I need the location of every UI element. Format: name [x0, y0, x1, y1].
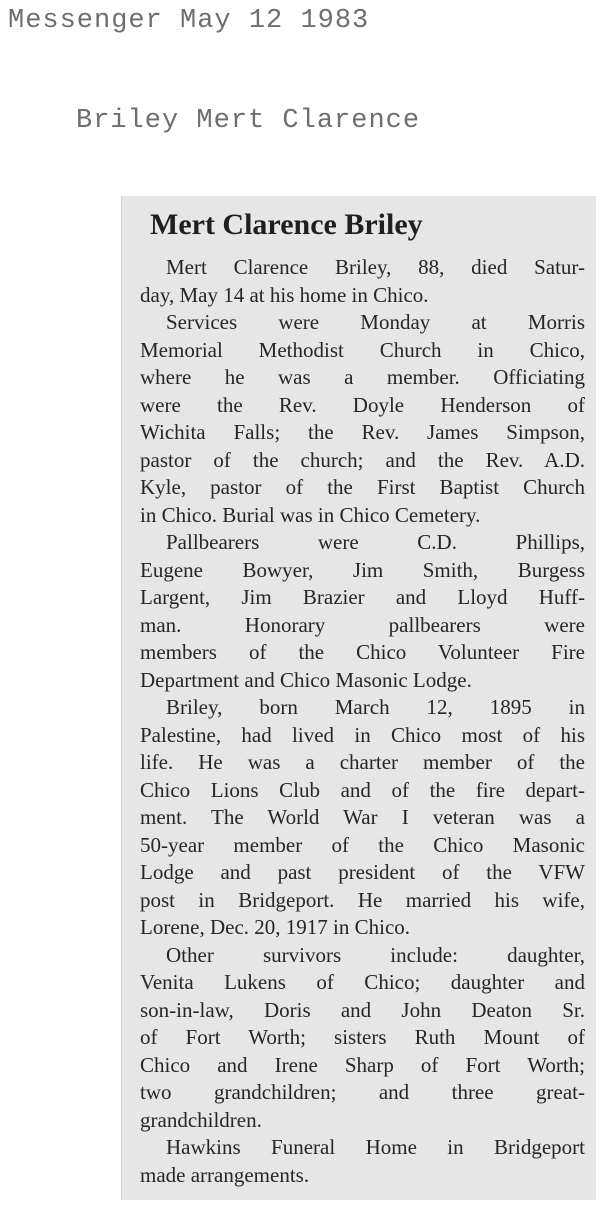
obituary-line: Services were Monday at Morris [166, 310, 585, 334]
obituary-line: Wichita Falls; the Rev. James Simpson, [140, 420, 585, 444]
obituary-line: day, May 14 at his home in Chico. [140, 282, 429, 307]
typed-subject-name: Briley Mert Clarence [76, 106, 421, 136]
obituary-line: life. He was a charter member of the [140, 750, 585, 774]
obituary-line: Mert Clarence Briley, 88, died Satur- [166, 255, 585, 279]
obituary-line: Kyle, pastor of the First Baptist Church [140, 475, 585, 499]
obituary-line: Hawkins Funeral Home in Bridgeport [166, 1135, 585, 1159]
obituary-line: in Chico. Burial was in Chico Cemetery. [140, 502, 481, 527]
obituary-line: Lorene, Dec. 20, 1917 in Chico. [140, 915, 411, 939]
obituary-line: members of the Chico Volunteer Fire [140, 640, 585, 664]
typed-source-date: Messenger May 12 1983 [8, 6, 370, 36]
obituary-line: Briley, born March 12, 1895 in [166, 695, 585, 719]
obituary-line: made arrangements. [140, 1162, 310, 1187]
obituary-line: post in Bridgeport. He married his wife, [140, 887, 585, 912]
obituary-line: Palestine, had lived in Chico most of his [140, 722, 585, 747]
obituary-line: were the Rev. Doyle Henderson of [140, 392, 585, 417]
obituary-line: Chico and Irene Sharp of Fort Worth; [140, 1052, 585, 1077]
obituary-line: pastor of the church; and the Rev. A.D. [140, 447, 585, 472]
obituary-line: man. Honorary pallbearers were [140, 612, 585, 637]
obituary-line: Largent, Jim Brazier and Lloyd Huff- [140, 585, 585, 609]
obituary-line: grandchildren. [140, 1107, 262, 1132]
obituary-line: Memorial Methodist Church in Chico, [140, 337, 585, 362]
obituary-line: 50-year member of the Chico Masonic [140, 832, 585, 857]
obituary-line: of Fort Worth; sisters Ruth Mount of [140, 1025, 585, 1049]
obituary-body [140, 254, 585, 1189]
obituary-line: son-in-law, Doris and John Deaton Sr. [140, 997, 585, 1022]
obituary-line: Venita Lukens of Chico; daughter and [140, 970, 585, 994]
obituary-line: ment. The World War I veteran was a [140, 805, 585, 829]
obituary-line: Pallbearers were C.D. Phillips, [166, 530, 585, 554]
obituary-line: where he was a member. Officiating [140, 365, 585, 389]
obituary-line: two grandchildren; and three great- [140, 1080, 585, 1104]
obituary-line: Lodge and past president of the VFW [140, 860, 585, 884]
obituary-line: Eugene Bowyer, Jim Smith, Burgess [140, 557, 585, 582]
obituary-line: Other survivors include: daughter, [166, 942, 585, 967]
obituary-line: Chico Lions Club and of the fire depart- [140, 777, 585, 802]
obituary-line: Department and Chico Masonic Lodge. [140, 667, 472, 692]
obituary-headline: Mert Clarence Briley [150, 208, 423, 241]
